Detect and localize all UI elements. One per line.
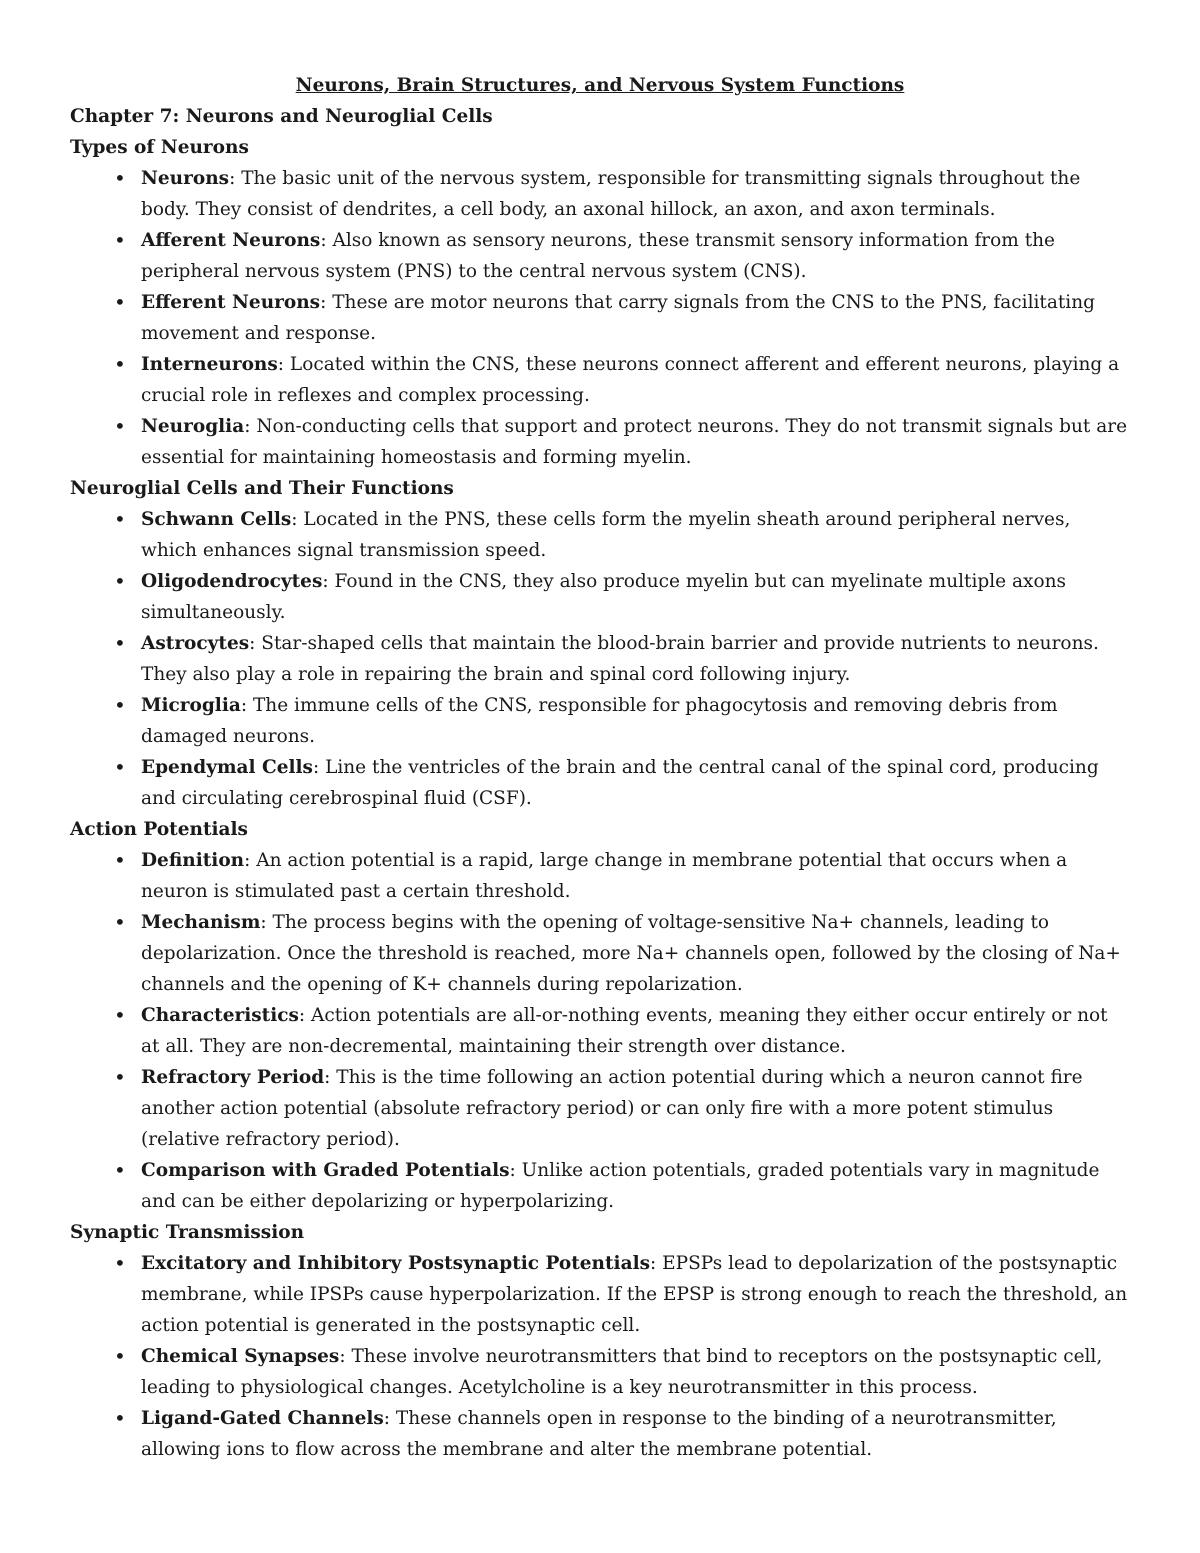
item-text: : The process begins with the opening of voltage-sensitive Na+ channels, leading to depolarization. Once the threshold is reached, more Na+ channels open, followed by the closing of Na+ channels and the opening of K+ channels during repolarization. [141, 912, 1121, 995]
list-item [70, 752, 1130, 814]
list-item [70, 566, 1130, 628]
item-term: Characteristics [141, 1005, 299, 1026]
section-heading-synaptic-transmission: Synaptic Transmission [70, 1222, 305, 1243]
item-term: Chemical Synapses [141, 1346, 340, 1367]
item-term: Microglia [141, 695, 241, 716]
item-text: : Star-shaped cells that maintain the blood-brain barrier and provide nutrients to neurons. They also play a role in repairing the brain and spinal cord following injury. [141, 633, 1099, 685]
item-text: : EPSPs lead to depolarization of the postsynaptic membrane, while IPSPs cause hyperpolarization. If the EPSP is strong enough to reach the threshold, an action potential is generated in the postsynaptic cell. [141, 1253, 1128, 1336]
item-term: Neurons [141, 168, 230, 189]
item-text: : An action potential is a rapid, large change in membrane potential that occurs when a neuron is stimulated past a certain threshold. [141, 850, 1068, 902]
list-item [70, 349, 1130, 411]
item-term: Efferent Neurons [141, 292, 321, 313]
list-item [70, 1248, 1130, 1341]
list-item [70, 1341, 1130, 1403]
item-term: Definition [141, 850, 245, 871]
item-text: : Located in the PNS, these cells form the myelin sheath around peripheral nerves, which enhances signal transmission speed. [141, 509, 1071, 561]
item-text: : These channels open in response to the binding of a neurotransmitter, allowing ions to flow across the membrane and alter the membrane potential. [141, 1408, 1057, 1460]
bullet-list-neuroglial-cells [70, 504, 1130, 814]
item-term: Excitatory and Inhibitory Postsynaptic Potentials [141, 1253, 651, 1274]
list-item [70, 628, 1130, 690]
list-item [70, 845, 1130, 907]
item-term: Neuroglia [141, 416, 245, 437]
item-text: : The basic unit of the nervous system, responsible for transmitting signals throughout the body. They consist of dendrites, a cell body, an axonal hillock, an axon, and axon terminals. [141, 168, 1081, 220]
item-term: Ligand-Gated Channels [141, 1408, 384, 1429]
item-text: : Found in the CNS, they also produce myelin but can myelinate multiple axons simultaneously. [141, 571, 1067, 623]
item-text: : Located within the CNS, these neurons connect afferent and efferent neurons, playing a crucial role in reflexes and complex processing. [141, 354, 1120, 406]
item-term: Mechanism [141, 912, 261, 933]
list-item [70, 907, 1130, 1000]
list-item [70, 1403, 1130, 1465]
list-item [70, 287, 1130, 349]
list-item [70, 690, 1130, 752]
list-item [70, 504, 1130, 566]
list-item [70, 1155, 1130, 1217]
list-item [70, 225, 1130, 287]
item-text: : Action potentials are all-or-nothing events, meaning they either occur entirely or not at all. They are non-decremental, maintaining their strength over distance. [141, 1005, 1108, 1057]
item-term: Afferent Neurons [141, 230, 321, 251]
item-text: : These involve neurotransmitters that bind to receptors on the postsynaptic cell, leading to physiological changes. Acetylcholine is a key neurotransmitter in this process. [141, 1346, 1103, 1398]
item-term: Ependymal Cells [141, 757, 313, 778]
section-heading-neuroglial-cells: Neuroglial Cells and Their Functions [70, 478, 454, 499]
list-item [70, 163, 1130, 225]
section-heading-action-potentials: Action Potentials [70, 819, 248, 840]
item-term: Interneurons [141, 354, 278, 375]
document-title: Neurons, Brain Structures, and Nervous System Functions [295, 75, 905, 96]
item-text: : Unlike action potentials, graded potentials vary in magnitude and can be either depolarizing or hyperpolarizing. [141, 1160, 1100, 1212]
item-term: Comparison with Graded Potentials [141, 1160, 510, 1181]
item-text: : Non-conducting cells that support and protect neurons. They do not transmit signals but are essential for maintaining homeostasis and forming myelin. [141, 416, 1128, 468]
item-term: Oligodendrocytes [141, 571, 323, 592]
list-item [70, 411, 1130, 473]
item-text: : Also known as sensory neurons, these transmit sensory information from the peripheral nervous system (PNS) to the central nervous system (CNS). [141, 230, 1055, 282]
item-term: Schwann Cells [141, 509, 292, 530]
chapter-heading: Chapter 7: Neurons and Neuroglial Cells [70, 106, 493, 127]
item-text: : Line the ventricles of the brain and the central canal of the spinal cord, producing and circulating cerebrospinal fluid (CSF). [141, 757, 1099, 809]
bullet-list-synaptic-transmission [70, 1248, 1130, 1465]
list-item [70, 1000, 1130, 1062]
section-heading-types-of-neurons: Types of Neurons [70, 137, 249, 158]
item-text: : These are motor neurons that carry signals from the CNS to the PNS, facilitating movement and response. [141, 292, 1095, 344]
item-term: Refractory Period [141, 1067, 325, 1088]
item-term: Astrocytes [141, 633, 250, 654]
item-text: : The immune cells of the CNS, responsible for phagocytosis and removing debris from damaged neurons. [141, 695, 1058, 747]
bullet-list-types-of-neurons [70, 163, 1130, 473]
bullet-list-action-potentials [70, 845, 1130, 1217]
list-item [70, 1062, 1130, 1155]
item-text: : This is the time following an action potential during which a neuron cannot fire another action potential (absolute refractory period) or can only fire with a more potent stimulus (relative refractory period). [141, 1067, 1083, 1150]
